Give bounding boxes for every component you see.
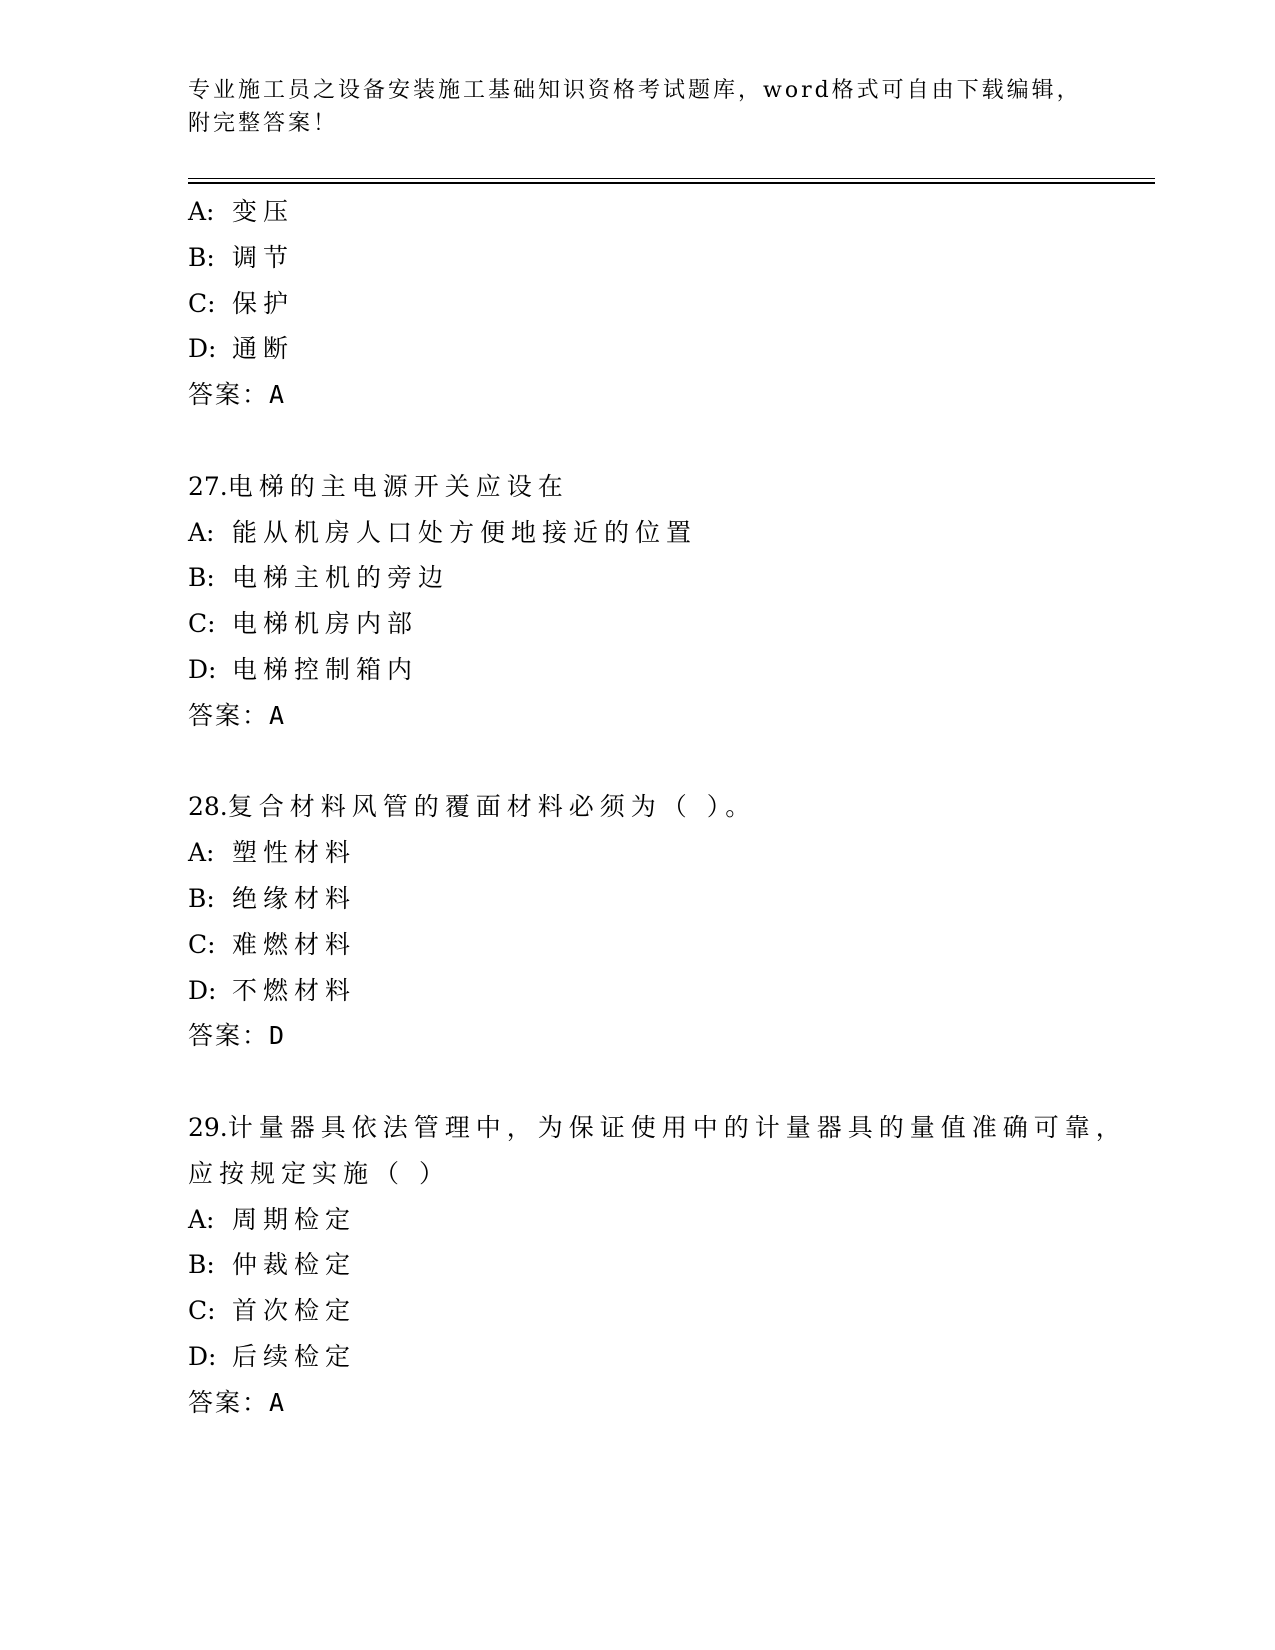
option-letter: B: xyxy=(188,1250,215,1280)
option-letter: A: xyxy=(188,197,215,226)
question-block-continued xyxy=(188,189,1148,418)
option-text: 保护 xyxy=(232,288,295,318)
option-letter: D: xyxy=(188,1341,217,1371)
option-b xyxy=(188,555,1148,601)
question-stem xyxy=(188,464,1148,510)
option-d xyxy=(188,326,1148,372)
option-text: 电梯控制箱内 xyxy=(232,654,419,684)
option-text: 首次检定 xyxy=(232,1296,357,1326)
option-d xyxy=(188,1334,1148,1380)
option-text: 电梯主机的旁边 xyxy=(232,563,450,593)
answer-label: 答案： xyxy=(188,1021,270,1051)
question-stem-continued: 应按规定实施（ ） xyxy=(188,1158,450,1188)
option-letter: C: xyxy=(188,929,216,959)
option-text: 绝缘材料 xyxy=(232,883,357,913)
option-text: 通断 xyxy=(232,334,295,364)
option-letter: C: xyxy=(188,288,216,318)
question-number: 29. xyxy=(188,1112,228,1142)
spacer xyxy=(188,418,1148,464)
option-text: 变压 xyxy=(232,197,295,226)
option-c xyxy=(188,281,1148,327)
question-text: 电梯的主电源开关应设在 xyxy=(227,471,569,501)
option-text: 能从机房人口处方便地接近的位置 xyxy=(232,517,698,547)
option-text: 仲裁检定 xyxy=(232,1250,357,1280)
answer-label: 答案： xyxy=(188,380,270,410)
question-stem xyxy=(188,784,1148,830)
option-c xyxy=(188,601,1148,647)
answer-value: A xyxy=(269,1387,287,1417)
option-c xyxy=(188,922,1148,968)
option-d xyxy=(188,968,1148,1014)
option-a xyxy=(188,1197,1148,1243)
option-letter: B: xyxy=(188,242,215,272)
option-a xyxy=(188,510,1148,556)
answer-line xyxy=(188,1013,1148,1059)
question-text: 计量器具依法管理中，为保证使用中的计量器具的量值准确可靠， xyxy=(227,1112,1127,1142)
option-b xyxy=(188,876,1148,922)
option-letter: C: xyxy=(188,1296,216,1326)
option-c xyxy=(188,1288,1148,1334)
question-number: 28. xyxy=(188,792,228,822)
spacer xyxy=(188,739,1148,785)
header-divider-thick xyxy=(188,182,1155,184)
option-letter: D: xyxy=(188,654,217,684)
question-block-27 xyxy=(188,464,1148,739)
option-letter: B: xyxy=(188,883,215,913)
option-d xyxy=(188,647,1148,693)
option-text: 周期检定 xyxy=(232,1204,357,1234)
header-line-2: 附完整答案！ xyxy=(188,111,339,136)
option-text: 塑性材料 xyxy=(232,838,357,868)
option-text: 难燃材料 xyxy=(232,929,357,959)
option-a xyxy=(188,830,1148,876)
option-letter: D: xyxy=(188,334,217,364)
answer-line xyxy=(188,1380,1148,1426)
option-letter: A: xyxy=(188,517,215,547)
question-block-28 xyxy=(188,784,1148,1059)
option-text: 后续检定 xyxy=(232,1341,357,1371)
question-list xyxy=(188,189,1148,1426)
option-letter: B: xyxy=(188,563,215,593)
question-stem xyxy=(188,1105,1148,1151)
option-letter: C: xyxy=(188,609,216,639)
answer-value: A xyxy=(269,700,287,730)
option-b xyxy=(188,1242,1148,1288)
option-text: 不燃材料 xyxy=(232,975,357,1005)
answer-line xyxy=(188,693,1148,739)
answer-line xyxy=(188,372,1148,418)
option-text: 电梯机房内部 xyxy=(232,609,419,639)
option-b xyxy=(188,235,1148,281)
spacer xyxy=(188,1059,1148,1105)
option-letter: A: xyxy=(188,838,215,868)
question-number: 27. xyxy=(188,471,228,501)
option-text: 调节 xyxy=(232,242,295,272)
answer-label: 答案： xyxy=(188,1387,270,1417)
option-a xyxy=(188,189,1148,235)
question-block-29 xyxy=(188,1105,1148,1426)
question-text: 复合材料风管的覆面材料必须为（ ）。 xyxy=(227,792,757,822)
answer-value: A xyxy=(269,380,287,410)
answer-value: D xyxy=(269,1021,287,1051)
answer-label: 答案： xyxy=(188,700,270,730)
option-letter: A: xyxy=(188,1204,215,1234)
option-letter: D: xyxy=(188,975,217,1005)
document-header xyxy=(188,74,1108,140)
header-divider-thin xyxy=(188,178,1155,179)
header-line-1: 专业施工员之设备安装施工基础知识资格考试题库，word格式可自由下载编辑， xyxy=(188,78,1082,103)
